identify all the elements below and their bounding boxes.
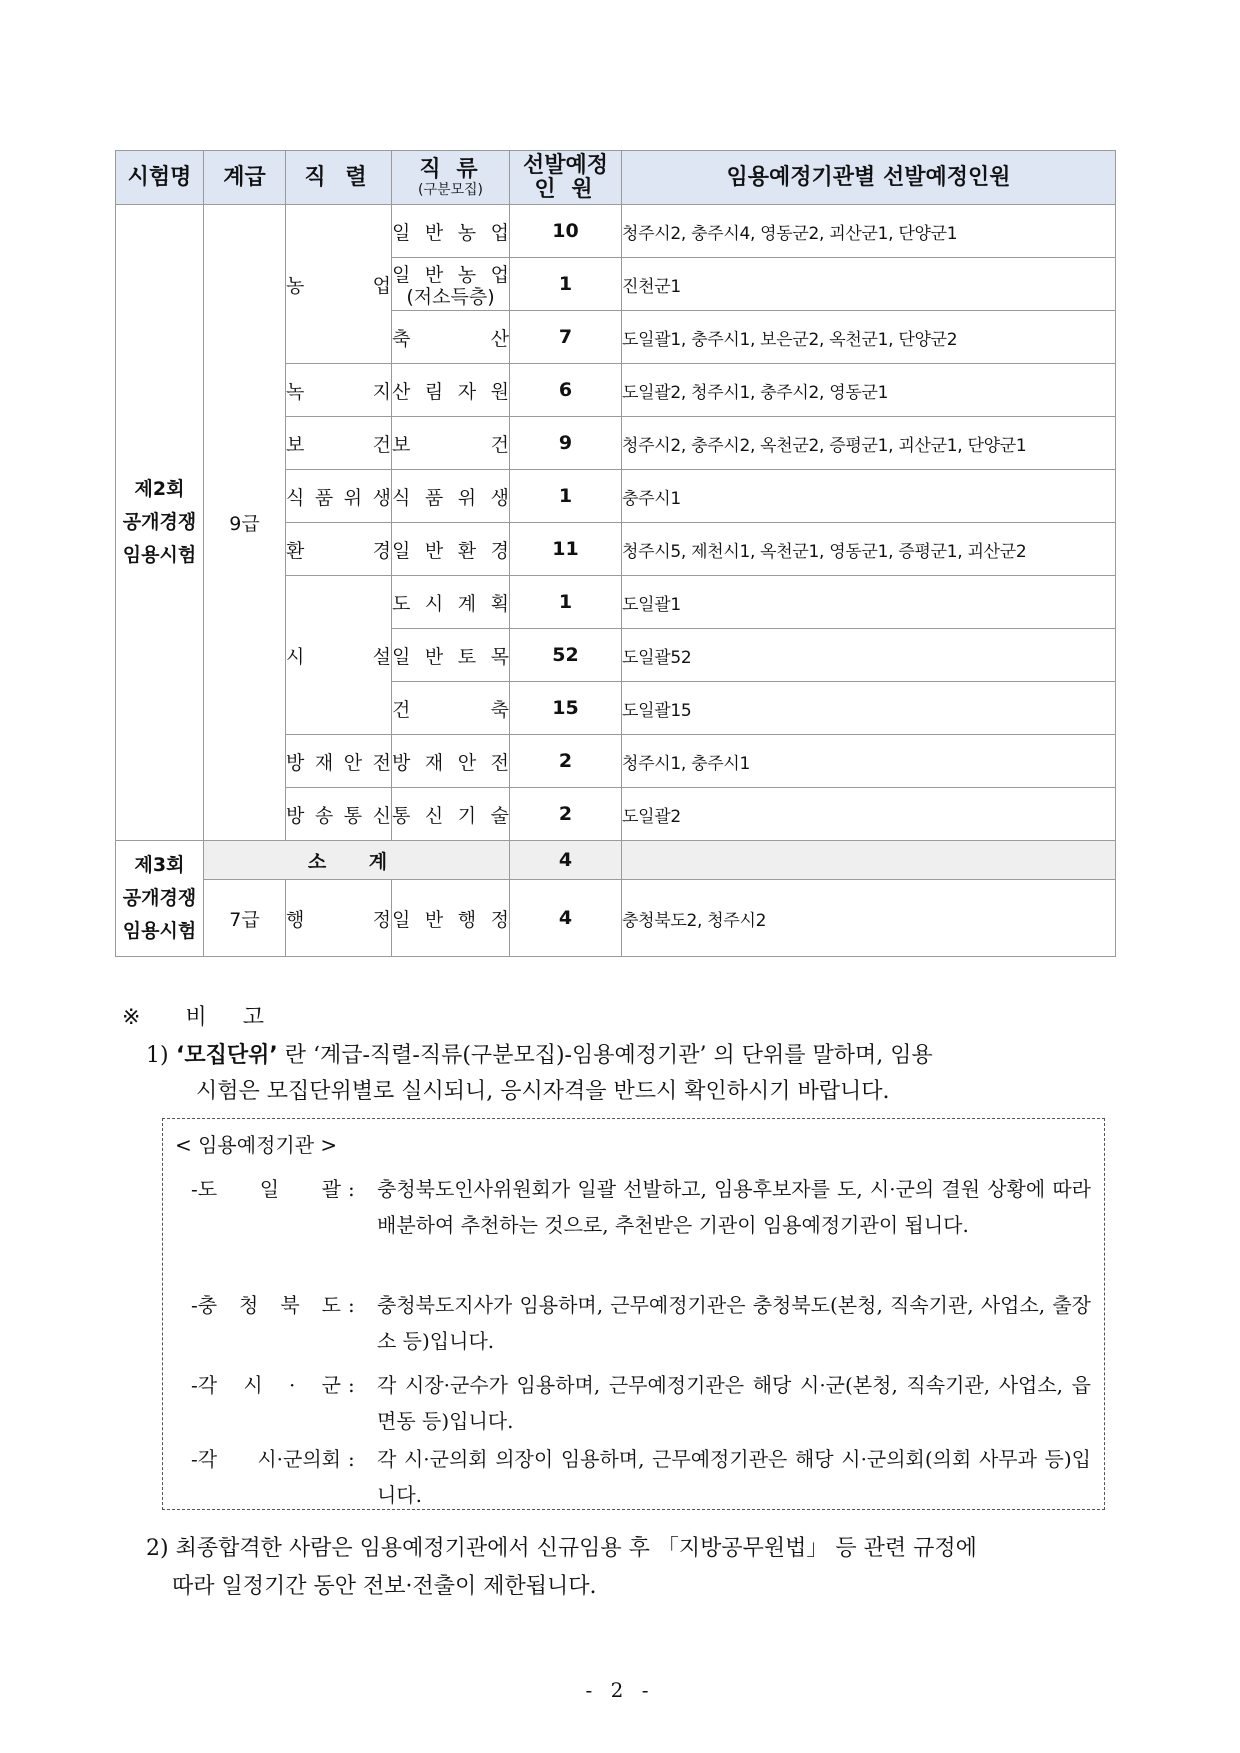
- exam-3rd-line1: 제3회: [134, 853, 185, 876]
- subtotal-label: 소 계: [204, 841, 510, 880]
- definition-item: -각 시 · 군 : 각 시장·군수가 임용하며, 근무예정기관은 해당 시·군(본청, 직속기관, 사업소, 읍면동 등)입니다.: [191, 1367, 1091, 1439]
- remark-1-number: 1): [146, 1043, 169, 1068]
- remarks-title-1: 비: [185, 1005, 209, 1030]
- exam-2nd-line1: 제2회: [134, 477, 185, 500]
- remark-1: [146, 1038, 1112, 1110]
- definition-term: -각 시 · 군: [191, 1373, 341, 1397]
- remark-1-quote: ‘모집단위’: [176, 1043, 278, 1068]
- agency-cell: 충주시1: [622, 470, 1116, 523]
- cell-text: 일 반 행 정: [392, 908, 509, 931]
- exam-2nd: [116, 205, 204, 841]
- definition-desc: 충청북도지사가 임용하며, 근무예정기관은 충청북도(본청, 직속기관, 사업소, 출장소 등)입니다.: [377, 1293, 1091, 1353]
- cell-text: 통 신 기 술: [392, 804, 509, 827]
- agency-cell: 청주시2, 충주시4, 영동군2, 괴산군1, 단양군1: [622, 205, 1116, 258]
- header-count: [510, 151, 622, 205]
- series-env: [286, 523, 392, 576]
- remarks-title-2: 고: [242, 1005, 266, 1030]
- cell-text: 일 반 농 업: [392, 221, 509, 244]
- definition-desc: 각 시·군의회 의장이 임용하며, 근무예정기관은 해당 시·군의회(의회 사무과 등)입니다.: [377, 1447, 1091, 1507]
- kind-cell: [392, 205, 510, 258]
- kind-cell: [392, 880, 510, 957]
- page-number: - 2 -: [585, 1678, 655, 1702]
- count-cell: 15: [510, 682, 622, 735]
- header-kind-sub: (구분모집): [417, 181, 484, 198]
- definition-item: -충 청 북 도 : 충청북도지사가 임용하며, 근무예정기관은 충청북도(본청, 직속기관, 사업소, 출장소 등)입니다.: [191, 1287, 1091, 1359]
- definition-term: -도 일 괄: [191, 1177, 341, 1201]
- remarks-title: [122, 1000, 266, 1031]
- cell-text: 보 건: [286, 433, 391, 456]
- count-cell: 4: [510, 880, 622, 957]
- cell-text: 건 축: [392, 698, 509, 721]
- grade-7: 7급: [204, 880, 286, 957]
- header-exam: 시험명: [116, 151, 204, 205]
- kind-cell: [392, 576, 510, 629]
- definition-term: -각 시·군의회: [191, 1447, 341, 1471]
- series-broadcast: [286, 788, 392, 841]
- header-agency: 임용예정기관별 선발예정인원: [622, 151, 1116, 205]
- series-admin: [286, 880, 392, 957]
- cell-text: 녹 지: [286, 380, 391, 403]
- cell-text: 방 재 안 전: [286, 751, 391, 774]
- cell-text: 일 반 농 업: [392, 264, 509, 287]
- count-cell: 1: [510, 470, 622, 523]
- header-count-line1: 선발예정: [522, 153, 608, 179]
- kind-cell: [392, 523, 510, 576]
- agency-cell: 도일괄1: [622, 576, 1116, 629]
- agency-cell: 도일괄2: [622, 788, 1116, 841]
- cell-text: 산 림 자 원: [392, 380, 509, 403]
- kind-cell: [392, 311, 510, 364]
- agency-box-title: < 임용예정기관 >: [175, 1133, 338, 1157]
- count-cell: 7: [510, 311, 622, 364]
- count-cell: 1: [510, 576, 622, 629]
- agency-cell: 청주시2, 충주시2, 옥천군2, 증평군1, 괴산군1, 단양군1: [622, 417, 1116, 470]
- remark-1-line2: 시험은 모집단위별로 실시되니, 응시자격을 반드시 확인하시기 바랍니다.: [196, 1079, 890, 1104]
- agency-cell: 청주시1, 충주시1: [622, 735, 1116, 788]
- series-food: [286, 470, 392, 523]
- agency-cell: 도일괄15: [622, 682, 1116, 735]
- remark-1-text: 란 ‘계급-직렬-직류(구분모집)-임용예정기관’ 의 단위를 말하며, 임용: [284, 1043, 933, 1068]
- recruitment-table: [115, 150, 1116, 957]
- series-agri: [286, 205, 392, 364]
- cell-text: 축 산: [392, 327, 509, 350]
- cell-text: 시 설: [286, 645, 391, 668]
- exam-3rd-line2: 공개경쟁: [122, 886, 197, 909]
- cell-text: 도 시 계 획: [392, 592, 509, 615]
- cell-text: 농 업: [286, 274, 391, 297]
- definition-desc: 각 시장·군수가 임용하며, 근무예정기관은 해당 시·군(본청, 직속기관, 사업소, 읍면동 등)입니다.: [377, 1373, 1091, 1433]
- remark-2-line1: 2) 최종합격한 사람은 임용예정기관에서 신규임용 후 「지방공무원법」 등 관련 규정에: [146, 1536, 977, 1561]
- count-cell: 52: [510, 629, 622, 682]
- exam-3rd-line3: 임용시험: [122, 920, 197, 943]
- kind-cell: [392, 258, 510, 311]
- kind-cell: [392, 470, 510, 523]
- kind-cell: [392, 735, 510, 788]
- cell-text: 식 품 위 생: [392, 486, 509, 509]
- cell-text: 방 재 안 전: [392, 751, 509, 774]
- remarks-mark: ※: [122, 1005, 143, 1030]
- count-cell: 10: [510, 205, 622, 258]
- definition-item: -도 일 괄 : 충청북도인사위원회가 일괄 선발하고, 임용후보자를 도, 시·군의 결원 상황에 따라 배분하여 추천하는 것으로, 추천받은 기관이 임용예정기관이 됩니다.: [191, 1171, 1091, 1243]
- cell-text: 방 송 통 신: [286, 804, 391, 827]
- series-green: [286, 364, 392, 417]
- kind-cell: [392, 629, 510, 682]
- grade-9: 9급: [204, 205, 286, 841]
- kind-sub: (저소득층): [406, 286, 495, 309]
- series-health: [286, 417, 392, 470]
- series-facility: [286, 576, 392, 735]
- header-kind-label: 직 류: [419, 156, 482, 182]
- cell-text: 환 경: [286, 539, 391, 562]
- kind-cell: [392, 417, 510, 470]
- subtotal-count: 4: [510, 841, 622, 880]
- subtotal-agency: [622, 841, 1116, 880]
- cell-text: 일 반 토 목: [392, 645, 509, 668]
- agency-definitions-box: [162, 1118, 1105, 1510]
- count-cell: 2: [510, 735, 622, 788]
- agency-cell: 도일괄1, 충주시1, 보은군2, 옥천군1, 단양군2: [622, 311, 1116, 364]
- header-grade: 계급: [204, 151, 286, 205]
- agency-cell: 도일괄2, 청주시1, 충주시2, 영동군1: [622, 364, 1116, 417]
- count-cell: 2: [510, 788, 622, 841]
- remark-2-line2: 따라 일정기간 동안 전보·전출이 제한됩니다.: [172, 1574, 597, 1599]
- kind-cell: [392, 788, 510, 841]
- series-disaster: [286, 735, 392, 788]
- cell-text: 일 반 환 경: [392, 539, 509, 562]
- kind-cell: [392, 682, 510, 735]
- kind-cell: [392, 364, 510, 417]
- count-cell: 9: [510, 417, 622, 470]
- definition-item: -각 시·군의회 : 각 시·군의회 의장이 임용하며, 근무예정기관은 해당 시·군의회(의회 사무과 등)입니다.: [191, 1441, 1091, 1513]
- agency-cell: 충청북도2, 청주시2: [622, 880, 1116, 957]
- cell-text: 행 정: [286, 908, 391, 931]
- exam-3rd: [116, 841, 204, 957]
- count-cell: 11: [510, 523, 622, 576]
- header-series: 직 렬: [286, 151, 392, 205]
- exam-2nd-line2: 공개경쟁: [122, 510, 197, 533]
- agency-cell: 진천군1: [622, 258, 1116, 311]
- agency-cell: 도일괄52: [622, 629, 1116, 682]
- header-kind: [392, 151, 510, 205]
- definition-term: -충 청 북 도: [191, 1293, 341, 1317]
- cell-text: 보 건: [392, 433, 509, 456]
- count-cell: 1: [510, 258, 622, 311]
- agency-cell: 청주시5, 제천시1, 옥천군1, 영동군1, 증평군1, 괴산군2: [622, 523, 1116, 576]
- header-count-line2: 인 원: [534, 176, 597, 202]
- count-cell: 6: [510, 364, 622, 417]
- cell-text: 식 품 위 생: [286, 486, 391, 509]
- exam-2nd-line3: 임용시험: [122, 544, 197, 567]
- remark-2: [146, 1530, 1116, 1606]
- definition-desc: 충청북도인사위원회가 일괄 선발하고, 임용후보자를 도, 시·군의 결원 상황에 따라 배분하여 추천하는 것으로, 추천받은 기관이 임용예정기관이 됩니다.: [377, 1177, 1091, 1237]
